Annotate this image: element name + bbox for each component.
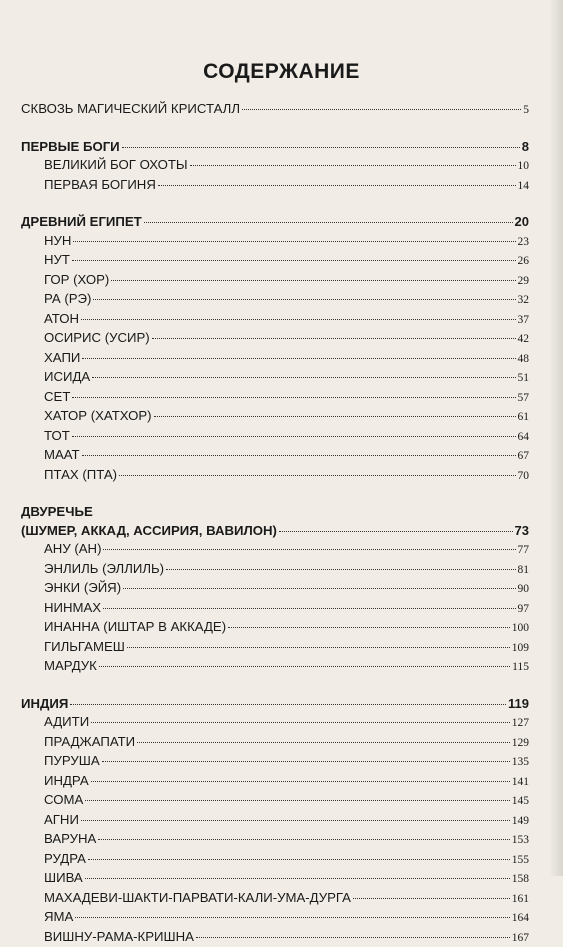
toc-page-number: 135 [512,753,529,772]
toc-entry[interactable] [21,156,529,176]
toc-page-number: 97 [518,600,530,619]
toc-page-number: 8 [522,138,529,157]
toc-page-number: 57 [518,389,530,408]
leader-dots [91,781,510,782]
toc-section-items [21,232,529,486]
leader-dots [70,704,506,705]
toc-page-number: 129 [512,734,529,753]
leader-dots [144,222,513,223]
leader-dots [190,165,516,166]
leader-dots [85,878,510,879]
toc-page-number: 10 [518,157,530,176]
leader-dots [119,475,515,476]
toc-page-number: 155 [512,851,529,870]
toc-page-number: 153 [512,831,529,850]
toc-section-label: ИНДИЯ [21,695,68,714]
toc-page-number: 145 [512,792,529,811]
leader-dots [99,666,510,667]
leader-dots [122,147,520,148]
toc-entry[interactable] [21,427,529,447]
leader-dots [123,588,515,589]
toc-entry[interactable] [21,388,529,408]
toc-page-number: 20 [515,213,529,232]
toc-label: АНУ (АН) [44,540,101,559]
toc-entry[interactable] [21,466,529,486]
toc-label: АТОН [44,310,79,329]
leader-dots [92,377,515,378]
leader-dots [166,569,515,570]
toc-page-number: 26 [518,252,530,271]
toc-label: РА (РЭ) [44,290,91,309]
leader-dots [228,627,510,628]
toc-entry[interactable] [21,329,529,349]
leader-dots [91,722,510,723]
toc-entry[interactable] [21,368,529,388]
toc-entry[interactable] [21,830,529,850]
toc-label: ВИШНУ-РАМА-КРИШНА [44,928,194,947]
toc-page-number: 42 [518,330,530,349]
toc-page-number: 5 [523,101,529,120]
toc-entry[interactable] [21,251,529,271]
toc-page-number: 158 [512,870,529,889]
toc-label: АДИТИ [44,713,89,732]
toc-label: РУДРА [44,850,86,869]
toc-entry[interactable] [21,908,529,928]
leader-dots [154,416,516,417]
toc-section-first-gods[interactable] [21,138,529,157]
toc-entry[interactable] [21,349,529,369]
toc-entry[interactable] [21,772,529,792]
toc-label: СКВОЗЬ МАГИЧЕСКИЙ КРИСТАЛЛ [21,100,240,119]
toc-entry[interactable] [21,869,529,889]
toc-label: МААТ [44,446,80,465]
toc-entry[interactable] [21,811,529,831]
toc-entry[interactable] [21,657,529,677]
toc-page-number: 149 [512,812,529,831]
toc-entry[interactable] [21,176,529,196]
toc-page-number: 67 [518,447,530,466]
leader-dots [72,260,516,261]
toc-entry[interactable] [21,446,529,466]
toc-label: ОСИРИС (УСИР) [44,329,150,348]
toc-entry[interactable] [21,752,529,772]
toc-page-number: 167 [512,929,529,947]
toc-page-number: 70 [518,467,530,486]
toc-entry[interactable] [21,618,529,638]
toc-entry[interactable] [21,579,529,599]
leader-dots [242,109,521,110]
toc-page-number: 73 [515,522,529,541]
toc-page-number: 29 [518,272,530,291]
toc-label: МАХАДЕВИ-ШАКТИ-ПАРВАТИ-КАЛИ-УМА-ДУРГА [44,889,351,908]
toc-label: НУТ [44,251,70,270]
toc-page-number: 14 [518,177,530,196]
toc-page-number: 61 [518,408,530,427]
leader-dots [93,299,515,300]
page-edge-shadow [549,0,563,876]
toc-page-number: 81 [518,561,530,580]
toc-page-number: 77 [518,541,530,560]
leader-dots [81,319,515,320]
toc-label: ХАТОР (ХАТХОР) [44,407,152,426]
toc-entry-intro[interactable] [21,100,529,120]
toc-label: ГИЛЬГАМЕШ [44,638,125,657]
toc-entry[interactable] [21,232,529,252]
toc-section-heading-mesopotamia: ДВУРЕЧЬЕ [21,503,529,522]
toc-label: ПРАДЖАПАТИ [44,733,135,752]
toc-page-number: 23 [518,233,530,252]
toc-entry[interactable] [21,713,529,733]
leader-dots [88,859,510,860]
toc-section-ancient-egypt[interactable] [21,213,529,232]
toc-label: ЭНЛИЛЬ (ЭЛЛИЛЬ) [44,560,164,579]
toc-label: ИНАННА (ИШТАР В АККАДЕ) [44,618,226,637]
page-title: СОДЕРЖАНИЕ [0,60,563,84]
toc-label: МАРДУК [44,657,97,676]
toc-page-number: 109 [512,639,529,658]
leader-dots [152,338,516,339]
toc-label: ПТАХ (ПТА) [44,466,117,485]
toc-page-number: 48 [518,350,530,369]
leader-dots [102,761,510,762]
toc-section-india[interactable] [21,695,529,714]
toc-label: НИНМАХ [44,599,101,618]
leader-dots [103,608,515,609]
leader-dots [353,898,510,899]
leader-dots [98,839,509,840]
toc-entry[interactable] [21,889,529,909]
toc-label: СЕТ [44,388,70,407]
toc-label: ИНДРА [44,772,89,791]
toc-page-number: 51 [518,369,530,388]
toc-page-number: 37 [518,311,530,330]
toc-page-number: 161 [512,890,529,909]
toc-page-number: 141 [512,773,529,792]
toc-section-label: (ШУМЕР, АККАД, АССИРИЯ, ВАВИЛОН) [21,522,277,541]
toc-page-number: 127 [512,714,529,733]
toc-page-number: 115 [512,658,529,677]
toc-entry[interactable] [21,733,529,753]
toc-section-label: ПЕРВЫЕ БОГИ [21,138,120,157]
toc-page-number: 100 [512,619,529,638]
toc-entry[interactable] [21,638,529,658]
toc-page-number: 64 [518,428,530,447]
toc-entry[interactable] [21,560,529,580]
toc-label: АГНИ [44,811,79,830]
leader-dots [158,185,516,186]
toc-page-number: 164 [512,909,529,928]
leader-dots [111,280,515,281]
leader-dots [72,436,516,437]
toc-entry[interactable] [21,271,529,291]
toc-label: ВЕЛИКИЙ БОГ ОХОТЫ [44,156,188,175]
leader-dots [72,397,515,398]
toc-entry[interactable] [21,310,529,330]
leader-dots [103,549,515,550]
leader-dots [81,820,510,821]
toc-label: ИСИДА [44,368,90,387]
toc-label: СОМА [44,791,83,810]
leader-dots [137,742,510,743]
toc-entry[interactable] [21,407,529,427]
leader-dots [73,241,515,242]
toc-label: ЯМА [44,908,73,927]
leader-dots [127,647,510,648]
toc-label: НУН [44,232,71,251]
toc-section-items [21,156,529,195]
toc-entry[interactable] [21,599,529,619]
leader-dots [85,800,509,801]
toc-section-mesopotamia[interactable] [21,522,529,541]
toc-label: ПЕРВАЯ БОГИНЯ [44,176,156,195]
toc-label: ШИВА [44,869,83,888]
leader-dots [196,937,510,938]
leader-dots [279,531,513,532]
toc-entry[interactable] [21,791,529,811]
toc-label: ПУРУША [44,752,100,771]
toc-entry[interactable] [21,540,529,560]
toc-section-items [21,713,529,947]
toc-label: ХАПИ [44,349,80,368]
toc-page-number: 119 [508,695,529,714]
toc-page-number: 32 [518,291,530,310]
toc-section-label: ДРЕВНИЙ ЕГИПЕТ [21,213,142,232]
toc-section-items [21,540,529,677]
leader-dots [82,455,516,456]
leader-dots [82,358,515,359]
table-of-contents [21,100,529,947]
leader-dots [75,917,509,918]
toc-entry[interactable] [21,290,529,310]
toc-entry[interactable] [21,850,529,870]
toc-label: ЭНКИ (ЭЙЯ) [44,579,121,598]
toc-label: ГОР (ХОР) [44,271,109,290]
toc-entry[interactable] [21,928,529,947]
toc-label: ВАРУНА [44,830,96,849]
toc-label: ТОТ [44,427,70,446]
toc-page-number: 90 [518,580,530,599]
